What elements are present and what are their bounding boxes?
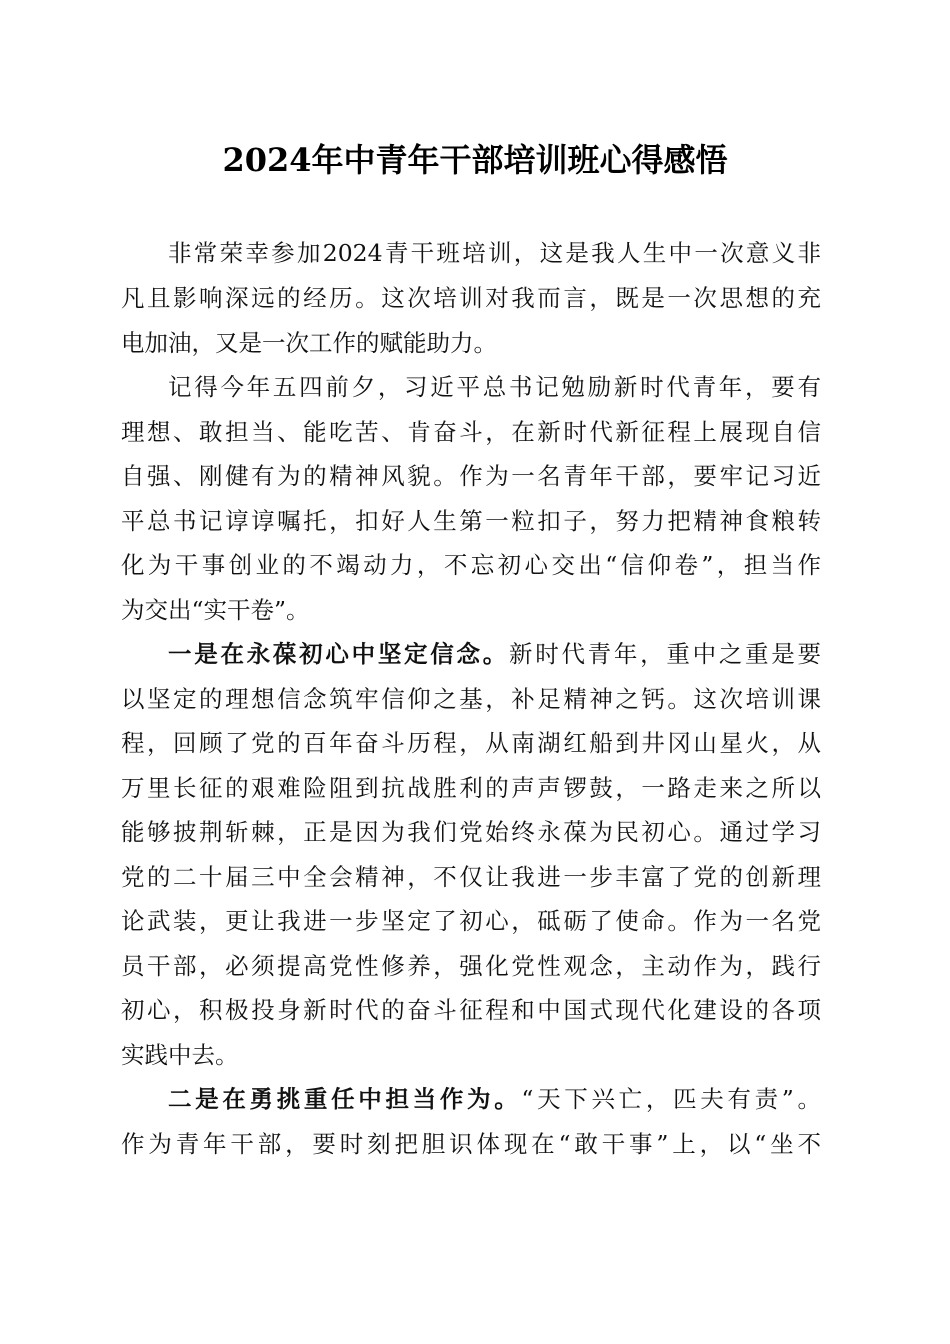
paragraph-line xyxy=(168,637,821,671)
section-lead-2: 二是在勇挑重任中担当作为。 xyxy=(168,1085,522,1113)
paragraph-line: 论武装，更让我进一步坚定了初心，砥砺了使命。作为一名党 xyxy=(121,907,821,935)
paragraph-line: 初心，积极投身新时代的奋斗征程和中国式现代化建设的各项 xyxy=(121,996,821,1024)
paragraph-line: 理想、敢担当、能吃苦、肯奋斗，在新时代新征程上展现自信 xyxy=(121,418,821,446)
paragraph-line-text: 新时代青年，重中之重是要 xyxy=(508,640,821,668)
paragraph-line: 电加油，又是一次工作的赋能助力。 xyxy=(121,329,497,357)
paragraph-line: 化为干事创业的不竭动力，不忘初心交出“信仰卷”，担当作 xyxy=(121,551,821,579)
paragraph-line: 程，回顾了党的百年奋斗历程，从南湖红船到井冈山星火，从 xyxy=(121,729,821,757)
paragraph-line: 以坚定的理想信念筑牢信仰之基，补足精神之钙。这次培训课 xyxy=(121,685,821,713)
paragraph-line: 万里长征的艰难险阻到抗战胜利的声声锣鼓，一路走来之所以 xyxy=(121,774,821,802)
paragraph-line: 作为青年干部，要时刻把胆识体现在“敢干事”上，以“坐不 xyxy=(121,1130,821,1158)
paragraph-line-text: “天下兴亡，匹夫有责”。 xyxy=(521,1085,821,1113)
paragraph-line: 党的二十届三中全会精神，不仅让我进一步丰富了党的创新理 xyxy=(121,863,821,891)
paragraph-line: 凡且影响深远的经历。这次培训对我而言，既是一次思想的充 xyxy=(121,284,821,312)
paragraph-line: 为交出“实干卷”。 xyxy=(121,596,310,624)
section-lead-1: 一是在永葆初心中坚定信念。 xyxy=(168,640,509,668)
paragraph-line: 平总书记谆谆嘱托，扣好人生第一粒扣子，努力把精神食粮转 xyxy=(121,507,821,535)
document-title: 2024年中青年干部培训班心得感悟 xyxy=(222,141,728,179)
paragraph-line: 员干部，必须提高党性修养，强化党性观念，主动作为，践行 xyxy=(121,952,821,980)
paragraph-line: 记得今年五四前夕，习近平总书记勉励新时代青年，要有 xyxy=(168,373,821,401)
paragraph-line: 非常荣幸参加2024青干班培训，这是我人生中一次意义非 xyxy=(168,239,821,267)
paragraph-line: 能够披荆斩棘，正是因为我们党始终永葆为民初心。通过学习 xyxy=(121,818,821,846)
paragraph-line: 实践中去。 xyxy=(121,1041,239,1069)
paragraph-line xyxy=(168,1082,821,1116)
paragraph-line: 自强、刚健有为的精神风貌。作为一名青年干部，要牢记习近 xyxy=(121,462,821,490)
